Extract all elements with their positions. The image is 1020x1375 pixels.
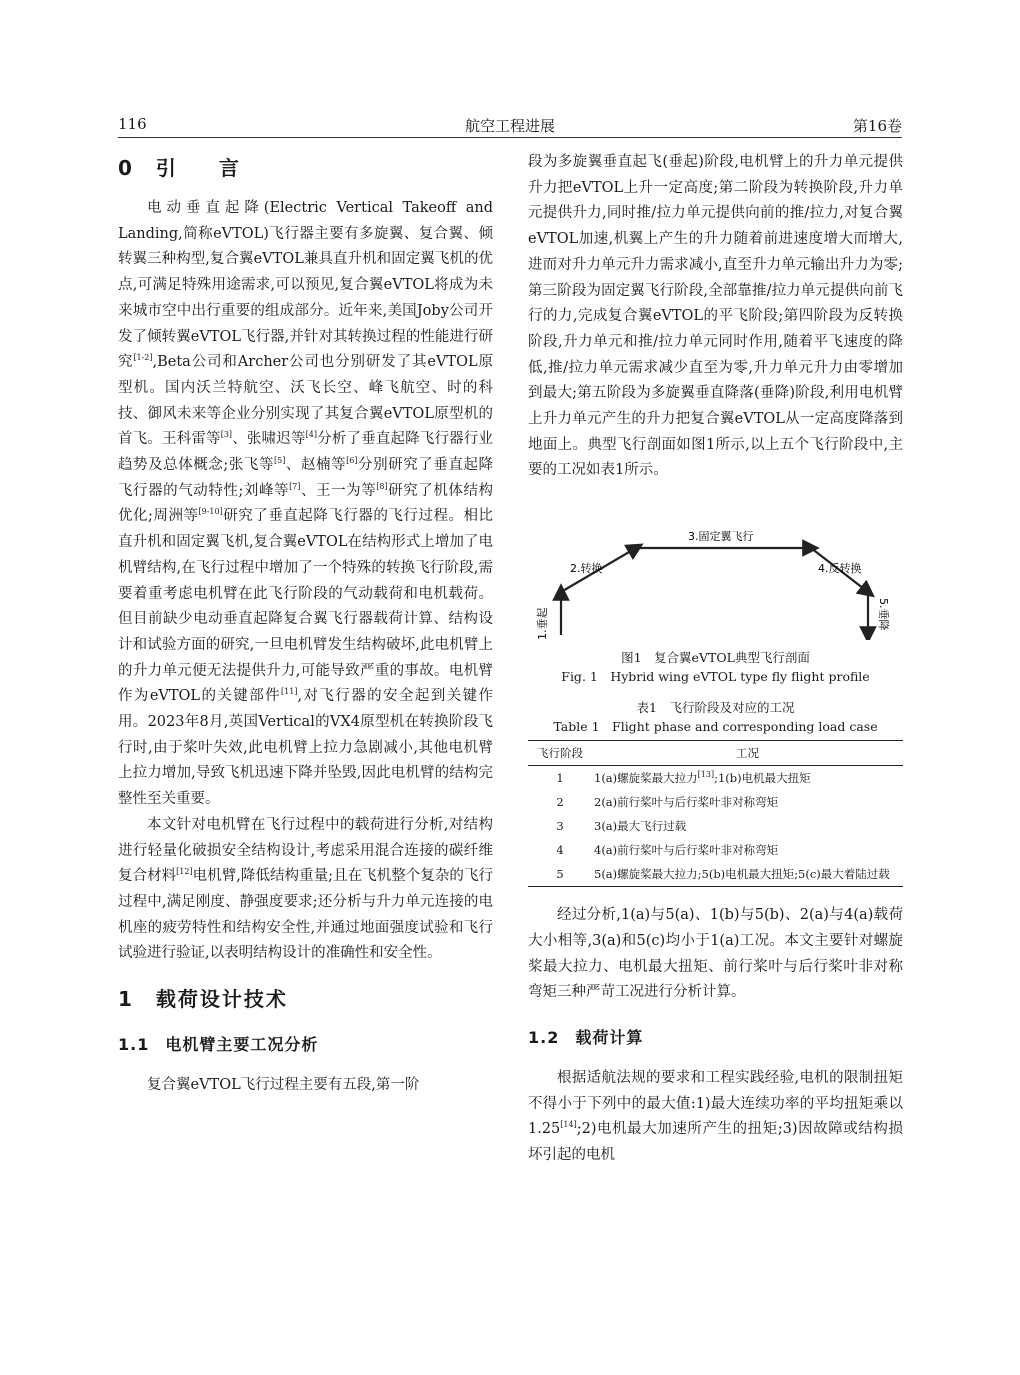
subsection-1-1-heading (118, 1027, 493, 1063)
citation: [7] (289, 481, 301, 491)
page-number: 116 (118, 115, 147, 133)
paragraph-1-1-continued: 段为多旋翼垂直起飞(垂起)阶段,电机臂上的升力单元提供升力把eVTOL上升一定高度;第二阶段为转换阶段,升力单元提供升力,同时推/拉力单元提供向前的推/拉力,对复合翼eVTOL加速,机翼上产生的升力随着前进速度增大而增大,进而对升力单元升力需求减小,直至升力单元输出升力为零;第三阶段为固定翼飞行阶段,全部靠推/拉力单元提供向前飞行的力,完成复合翼eVTOL的平飞阶段;第四阶段为反转换阶段,升力单元和推/拉力单元同时作用,随着平飞速度的降低,推/拉力单元需求减少直至为零,升力单元升力由零增加到最大;第五阶段为多旋翼垂直降落(垂降)阶段,利用电机臂上升力单元产生的升力把复合翼eVTOL从一定高度降落到地面上。典型飞行剖面如图1所示,以上五个飞行阶段中,主要的工况如表1所示。 (528, 154, 903, 479)
flight-profile-diagram (528, 500, 903, 640)
header-rule (118, 137, 902, 138)
subsection-number: 1.2 (528, 1027, 560, 1047)
subsection-title: 电机臂主要工况分析 (165, 1035, 319, 1055)
left-column (118, 150, 493, 1099)
paragraph-1-1-start: 复合翼eVTOL飞行过程主要有五段,第一阶 (147, 1077, 420, 1094)
section-number: 0 (118, 156, 134, 180)
figure-1 (528, 500, 903, 640)
column-header-case: 工况 (592, 741, 903, 766)
subsection-1-2-heading (528, 1020, 903, 1056)
column-header-phase: 飞行阶段 (528, 741, 592, 766)
citation: [6] (346, 456, 358, 466)
label-reverse-transition: 4.反转换 (818, 562, 862, 576)
journal-name: 航空工程进展 (464, 117, 555, 135)
volume-label: 第16卷 (852, 117, 902, 135)
citation: [12] (176, 867, 193, 877)
table-row: 1 1(a)螺旋桨最大拉力[13];1(b)电机最大扭矩 (556, 770, 811, 786)
table-1 (528, 740, 903, 887)
section-title: 引 言 (155, 156, 257, 180)
citation: [3] (220, 430, 233, 440)
section-0-heading (118, 150, 493, 186)
citation: [4] (305, 430, 317, 440)
citation: [9-10] (198, 507, 223, 517)
table-row: 4 4(a)前行桨叶与后行桨叶非对称弯矩 (556, 843, 779, 858)
table-row: 5 5(a)螺旋桨最大拉力;5(b)电机最大扭矩;5(c)最大着陆过载 (528, 862, 903, 887)
figure-1-caption-en: Fig. 1 Hybrid wing eVTOL type fly flight profile (561, 669, 870, 685)
table-1-caption-cn: 表1 飞行阶段及对应的工况 (636, 700, 795, 716)
table-1-caption-en: Table 1 Flight phase and corresponding load case (553, 719, 878, 735)
paragraph-after-table: 经过分析,1(a)与5(a)、1(b)与5(b)、2(a)与4(a)载荷大小相等,3(a)和5(c)均小于1(a)工况。本文主要针对螺旋桨最大拉力、电机最大扭矩、前行桨叶与后行桨叶非对称弯矩三种严苛工况进行分析计算。 (528, 907, 903, 1001)
intro-paragraph-2: 本文针对电机臂在飞行过程中的载荷进行分析,对结构进行轻量化破损安全结构设计,考虑采用混合连接的碳纤维复合材料[12]电机臂,降低结构重量;且在飞机整个复杂的飞行过程中,满足刚度、静强度要求;还分析与升力单元连接的电机座的疲劳特性和结构安全性,并通过地面强度试验和飞行试验进行验证,以表明结构设计的准确性和安全性。 (118, 816, 493, 962)
intro-paragraph-1: 电动垂直起降(Electric Vertical Takeoff and Landing,简称eVTOL)飞行器主要有多旋翼、复合翼、倾转翼三种构型,复合翼eVTOL兼具直升机和固定翼飞机的优点,可满足特殊用途需求,可以预见,复合翼eVTOL将成为未来城市空中出行重要的组成部分。近年来,美国Joby公司开发了倾转翼eVTOL飞行器,并针对其转换过程的性能进行研究[1-2],Beta公司和Archer公司也分别研发了其eVTOL原型机。国内沃兰特航空、沃飞长空、峰飞航空、时的科技、御风未来等企业分别实现了其复合翼eVTOL原型机的首飞。王科雷等[3]、张啸迟等[4]分析了垂直起降飞行器行业趋势及总体概念;张飞等[5]、赵楠等[6]分别研究了垂直起降飞行器的气动特性;刘峰等[7]、王一为等[8]研究了机体结构优化;周洲等[9-10]研究了垂直起降飞行器的飞行过程。相比直升机和固定翼飞机,复合翼eVTOL在结构形式上增加了电机臂结构,在飞行过程中增加了一个特殊的转换飞行阶段,需要着重考虑电机臂在此飞行阶段的气动载荷和电机载荷。但目前缺少电动垂直起降复合翼飞行器载荷计算、结构设计和试验方面的研究,一旦电机臂发生结构破坏,此电机臂上的升力单元便无法提供升力,可能导致严重的事故。电机臂作为eVTOL的关键部件[11],对飞行器的安全起到关键作用。2023年8月,英国Vertical的VX4原型机在转换阶段飞行时,由于桨叶失效,此电机臂上拉力急剧减小,其他电机臂上拉力增加,导致飞机迅速下降并坠毁,因此电机臂的结构完整性至关重要。 (118, 200, 494, 808)
citation: [1-2] (133, 353, 153, 363)
label-vertical-landing: 5.垂降 (877, 598, 890, 631)
table-row: 2 2(a)前行桨叶与后行桨叶非对称弯矩 (556, 795, 779, 810)
citation: [8] (376, 481, 388, 491)
section-title: 载荷设计技术 (155, 987, 288, 1012)
citation: [11] (281, 687, 298, 697)
running-header (118, 115, 902, 137)
citation: [5] (274, 456, 286, 466)
figure-1-caption-cn: 图1 复合翼eVTOL典型飞行剖面 (621, 650, 810, 666)
paragraph-1-2: 根据适航法规的要求和工程实践经验,电机的限制扭矩不得小于下列中的最大值:1)最大连续功率的平均扭矩乘以1.25[14];2)电机最大加速所产生的扭矩;3)因故障或结构损坏引起的电机 (528, 1069, 903, 1164)
section-number: 1 (118, 987, 134, 1012)
label-vertical-takeoff: 1.垂起 (536, 607, 549, 641)
right-column (528, 150, 903, 1169)
subsection-number: 1.1 (118, 1035, 150, 1055)
subsection-title: 载荷计算 (575, 1027, 644, 1047)
section-1-heading (118, 981, 493, 1017)
label-fixed-wing-flight: 3.固定翼飞行 (688, 530, 754, 544)
label-transition: 2.转换 (570, 562, 603, 576)
citation: [14] (560, 1120, 577, 1130)
citation: [13] (697, 770, 715, 780)
table-row: 3 3(a)最大飞行过载 (556, 819, 687, 834)
